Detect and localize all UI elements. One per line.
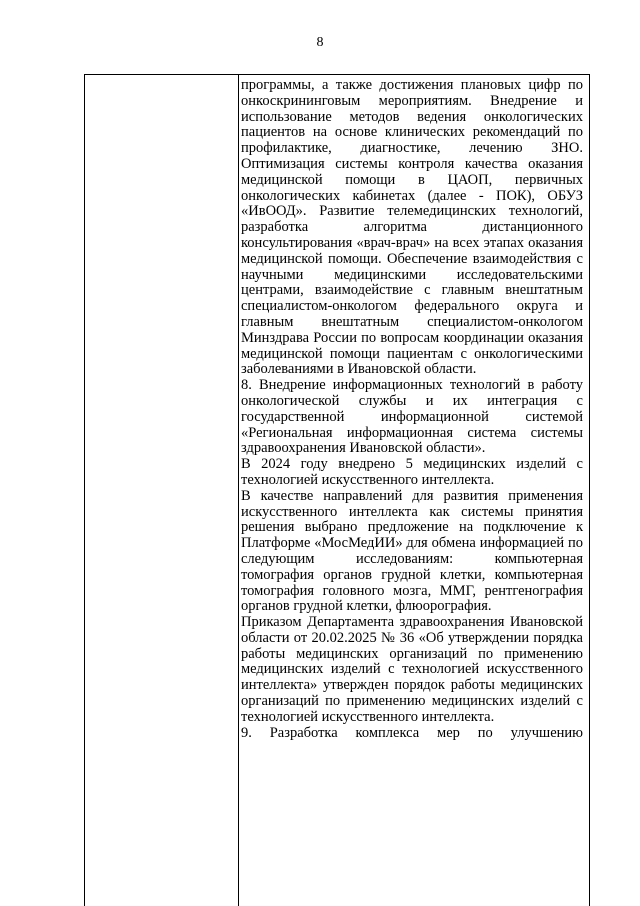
table-right-cell <box>241 78 583 741</box>
page-number: 8 <box>316 35 324 50</box>
document-table <box>84 74 590 906</box>
table-border-right <box>589 75 590 906</box>
paragraph-item-9: 9. Разработка комплекса мер по улучшению <box>241 724 583 741</box>
paragraph-department-order: Приказом Департамента здравоохранения Ивановской области от 20.02.2025 № 36 «Об утверждении порядка работы медицинских организаций по применению медицинских изделий с технологией искусственного интеллекта» утвержден порядок работы медицинских организаций по применению медицинских изделий с технологией искусственного интеллекта. <box>241 614 583 725</box>
paragraph-oncology-measures: программы, а также достижения плановых цифр по онкоскрининговым мероприятиям. Внедрение и использование методов ведения онкологических пациентов на основе клинических рекомендаций по профилактике, диагностике, лечению ЗНО. Оптимизация системы контроля качества оказания медицинской помощи в ЦАОП, первичных онкологических кабинетах (далее - ПОК), ОБУЗ «ИвООД». Развитие телемедицинских технологий, разработка алгоритма дистанционного консультирования «врач-врач» на всех этапах оказания медицинской помощи. Обеспечение взаимодействия с научными медицинскими исследовательскими центрами, взаимодействие с главным внештатным специалистом-онкологом федерального округа и главным внештатным специалистом-онкологом Минздрава России по вопросам координации оказания медицинской помощи пациентам с онкологическими заболеваниями в Ивановской области. <box>241 77 583 378</box>
table-border-left <box>84 75 85 906</box>
paragraph-ai-devices-2024: В 2024 году внедрено 5 медицинских изделий с технологией искусственного интеллекта. <box>241 456 583 488</box>
paragraph-mosmedii-platform: В качестве направлений для развития применения искусственного интеллекта как системы принятия решения выбрано предложение на подключение к Платформе «МосМедИИ» для обмена информацией по следующим исследованиям: компьютерная томография органов грудной клетки, компьютерная томография головного мозга, ММГ, рентгенография органов грудной клетки, флюорография. <box>241 487 583 615</box>
table-column-divider <box>238 75 239 906</box>
paragraph-item-8: 8. Внедрение информационных технологий в работу онкологической службы и их интеграция с государственной информационной системой «Региональная информационная система системы здравоохранения Ивановской области». <box>241 377 583 457</box>
